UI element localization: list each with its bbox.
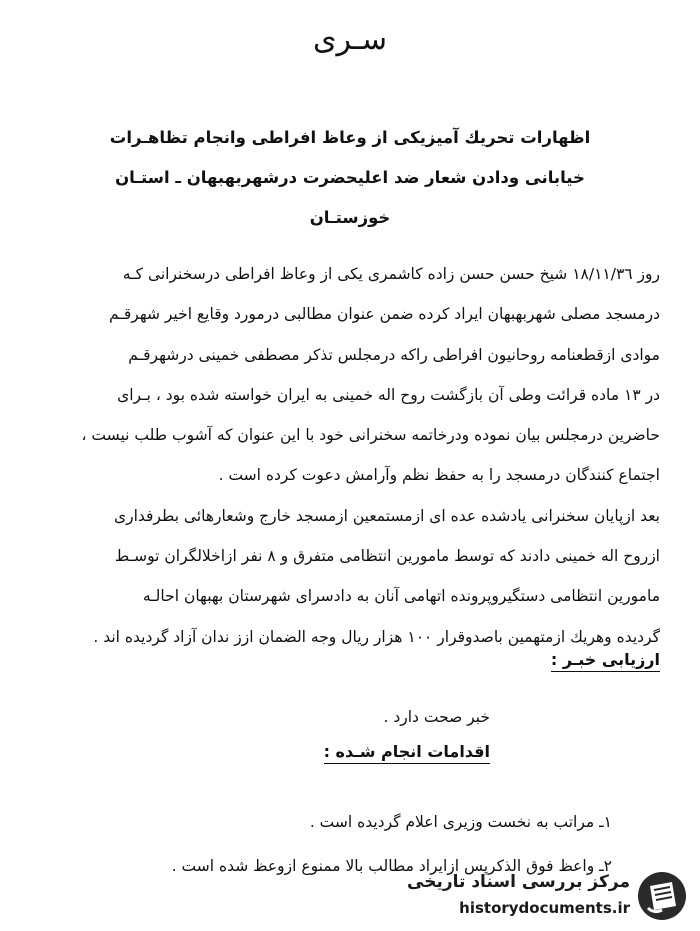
scroll-logo-icon (636, 870, 688, 922)
body-line: ازروح اله خمينى دادند كه توسط مامورين انتظامى متفرق و ٨ نفر ازاخلالگران توسـط (114, 547, 660, 566)
body-line: روز ١٨/١١/٣٦ شيخ حسن حسن زاده كاشمرى يكى از وعاظ افراطى درسخنرانى كـه (122, 265, 660, 283)
body-line: اجتماع كنندگان درمسجد را به حفظ نظم وآرامش دعوت كرده است . (218, 466, 660, 485)
title-line: خوزستـان (309, 208, 391, 227)
body-line: مامورين انتظامى دستگيروپرونده اتهامى آنان به دادسراى شهرستان بهبهان احالـه (142, 587, 660, 606)
evaluation-heading: ارزيابى خبـر : (551, 650, 660, 672)
body-line: موادى ازقطعنامه روحانيون افراطى راكه درمجلس تذكر مصطفى خمينى درشهرقـم (128, 345, 660, 364)
body-line: بعد ازپايان سخنرانى يادشده عده اى ازمستمعين ازمسجد خارج وشعارهائى بطرفدارى (113, 506, 660, 525)
body-line: درمسجد مصلى شهربهبهان ايراد كرده ضمن عنوان مطالبى درمورد وقايع اخير شهرقـم (109, 305, 660, 324)
action-item: ٢ـ واعظ فوق الذكرپس ازايراد مطالب بالا ممنوع ازوعظ شده است . (171, 857, 612, 875)
title-line: خيابانى ودادن شعار ضد اعليحضرت درشهربهبهان ـ استـان (115, 168, 585, 187)
title-line: اظهارات تحريك آميزيكى از وعاظ افراطى وانجام تظاهـرات (109, 128, 591, 147)
action-item: ١ـ مراتب به نخست وزيرى اعلام گرديده است . (309, 813, 612, 831)
watermark-name: مركز بررسى اسناد تاريخى (407, 872, 630, 892)
body-line: حاضرين درمجلس بيان نموده ودرخاتمه سخنرانى خود با اين عنوان كه آشوب طلب نيست ، (81, 426, 660, 445)
actions-heading: اقدامات انجام شـده : (324, 742, 490, 764)
evaluation-text: خبر صحت دارد . (383, 708, 490, 726)
body-line: گرديده وهريك ازمتهمين باصدوقرار ١٠٠ هزار ريال وجه الضمان ازز ندان آزاد گرديده اند . (93, 627, 660, 646)
body-line: در ١٣ ماده قرائت وطى آن بازگشت روح اله خمينى به ايران خواسته شده بود ، بـراى (117, 385, 660, 404)
report-body (42, 254, 660, 657)
classification-label: سـرى (313, 22, 387, 57)
document-title (60, 118, 640, 238)
watermark (407, 868, 694, 926)
watermark-url: historydocuments.ir (459, 899, 630, 917)
